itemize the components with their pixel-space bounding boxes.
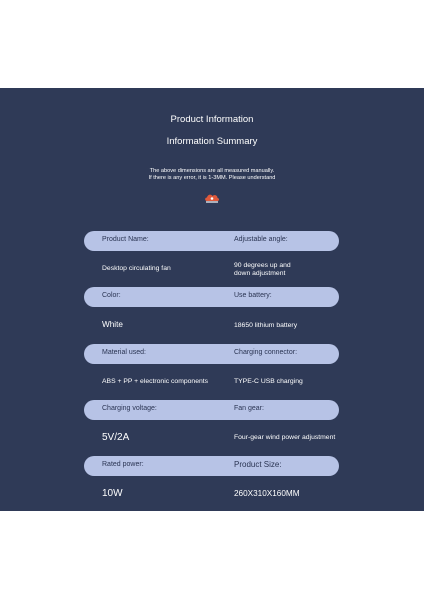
rated-power-label: Rated power: bbox=[102, 461, 144, 468]
charging-voltage-value: 5V/2A bbox=[102, 432, 130, 443]
spec-label-row-5 bbox=[84, 456, 339, 476]
spec-label-row-2 bbox=[84, 287, 339, 307]
use-battery-value: 18650 lithium battery bbox=[234, 322, 298, 329]
spec-label-row-4 bbox=[84, 400, 339, 420]
material-used-label: Material used: bbox=[102, 349, 146, 356]
adjustable-angle-value-line-2: down adjustment bbox=[234, 270, 286, 277]
product-info-panel bbox=[0, 88, 424, 511]
charging-connector-label: Charging connector: bbox=[234, 349, 298, 356]
product-size-label: Product Size: bbox=[234, 460, 282, 469]
charging-connector-value: TYPE-C USB charging bbox=[234, 378, 303, 385]
charging-voltage-label: Charging voltage: bbox=[102, 405, 157, 412]
use-battery-label: Use battery: bbox=[234, 292, 272, 299]
color-label: Color: bbox=[102, 292, 121, 299]
measurement-note bbox=[0, 168, 424, 181]
product-name-label: Product Name: bbox=[102, 236, 149, 243]
measurement-note-line-1: The above dimensions are all measured manually. bbox=[149, 168, 275, 174]
cloud-logo-icon bbox=[203, 191, 221, 205]
material-used-value: ABS + PP + electronic components bbox=[102, 378, 209, 385]
adjustable-angle-value-line-1: 90 degrees up and bbox=[234, 262, 291, 269]
measurement-note-line-2: If there is any error, it is 1-3MM. Please understand bbox=[148, 174, 276, 181]
color-value: White bbox=[102, 320, 123, 329]
page-subtitle: Information Summary bbox=[166, 136, 258, 147]
adjustable-angle-label: Adjustable angle: bbox=[234, 236, 288, 243]
spec-label-row-1 bbox=[84, 231, 339, 251]
fan-gear-value: Four-gear wind power adjustment bbox=[234, 434, 336, 441]
product-name-value: Desktop circulating fan bbox=[102, 265, 171, 272]
rated-power-value: 10W bbox=[102, 488, 123, 499]
adjustable-angle-value bbox=[234, 262, 291, 278]
spec-label-row-3 bbox=[84, 344, 339, 364]
fan-gear-label: Fan gear: bbox=[234, 405, 264, 412]
product-size-value: 260X310X160MM bbox=[234, 489, 300, 498]
page-title: Product Information bbox=[170, 114, 254, 125]
